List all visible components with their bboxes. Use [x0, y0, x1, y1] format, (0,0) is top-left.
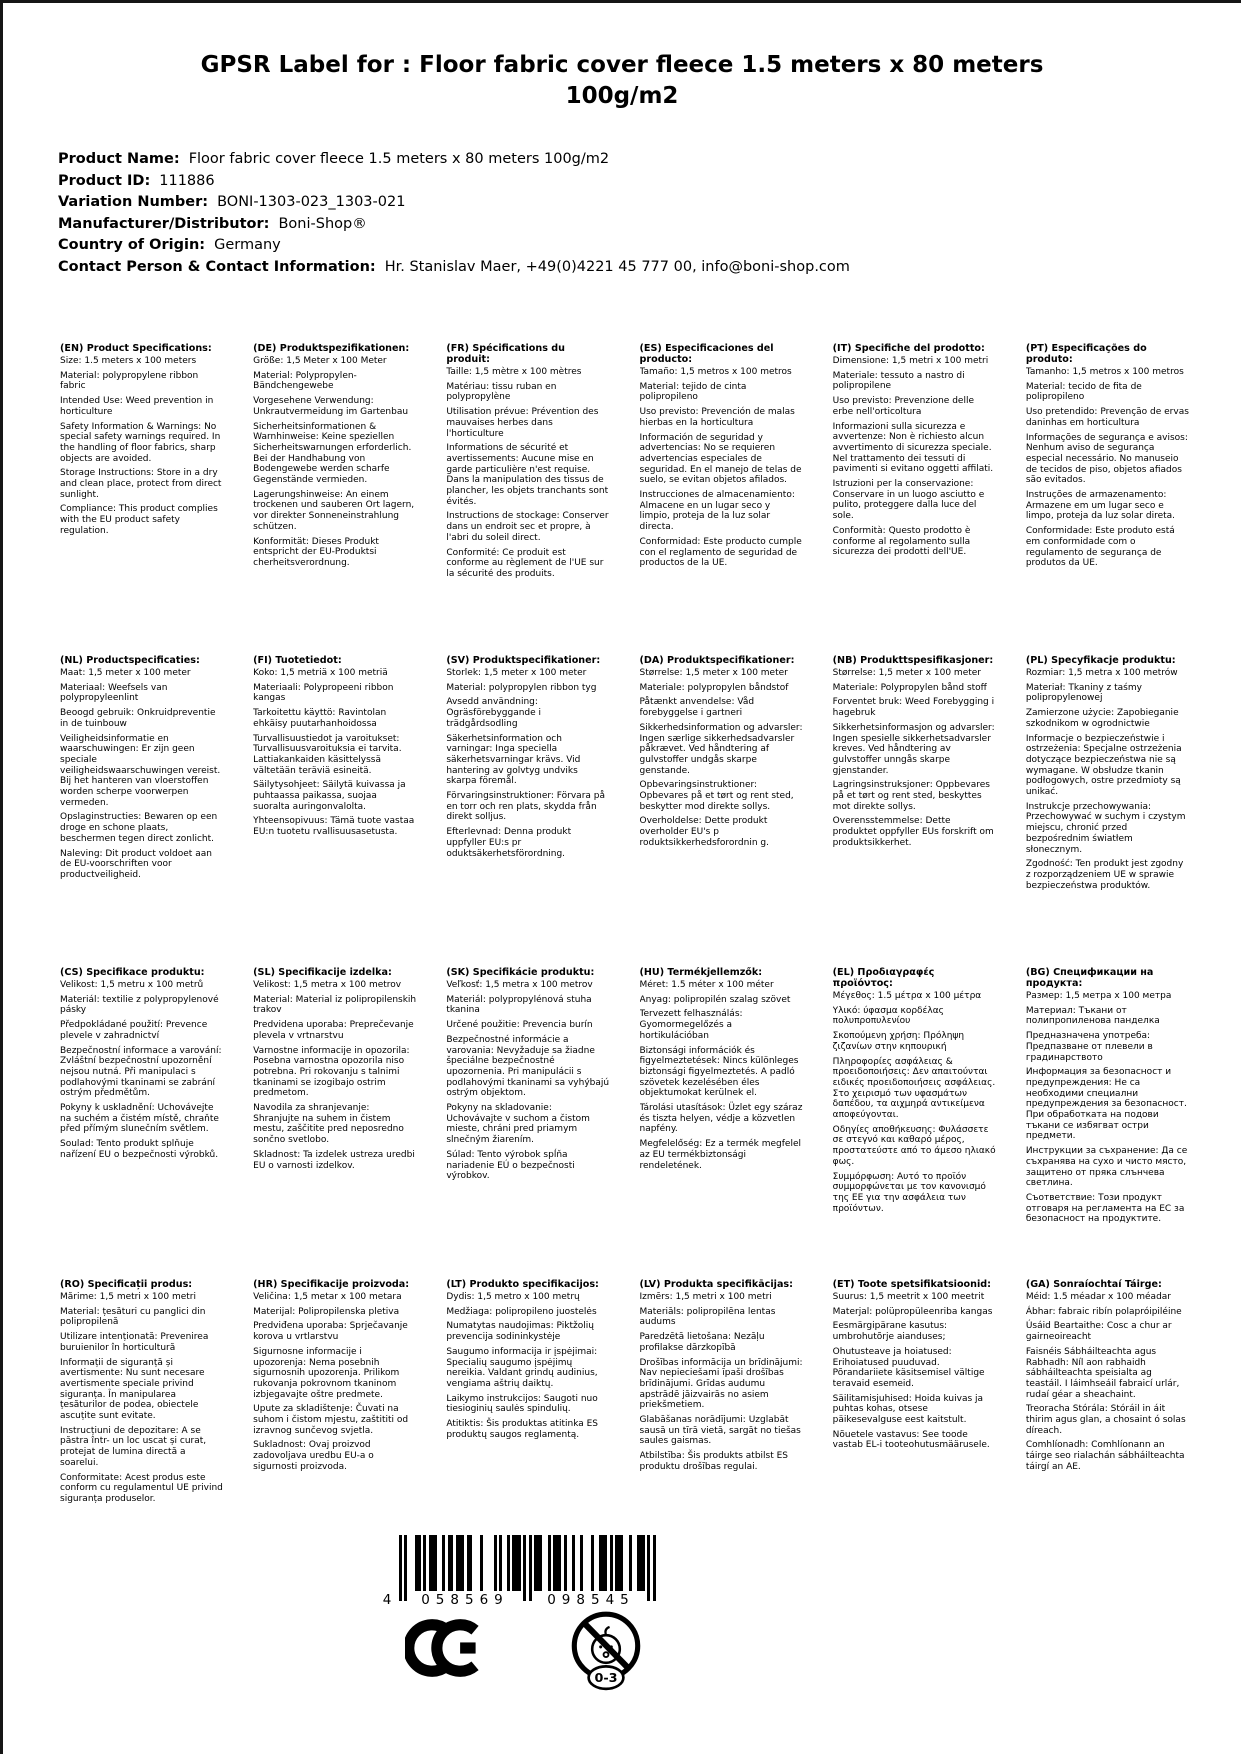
spec-paragraph: Istruzioni per la conservazione: Conservare in un luogo asciutto e pulito, proteggere dalla luce del sole.: [832, 479, 985, 522]
manufacturer-value: Boni-Shop®: [278, 215, 367, 232]
country-of-origin-value: Germany: [214, 237, 281, 253]
spec-paragraph: Størrelse: 1,5 meter x 100 meter: [832, 668, 982, 678]
spec-paragraph: Informazioni sulla sicurezza e avvertenze: Non è richiesto alcun avvertimento di sicurezza speciale. Nel trattamento dei tessuti di pavimenti si evitano oggetti affilati.: [832, 421, 994, 475]
spec-paragraph: Informacje o bezpieczeństwie i ostrzeżenia: Specjalne ostrzeżenia dotyczące bezpieczeństwa nie są wymagane. W obsłudze tkanin podłogowych, ostre przedmioty są unikać.: [1025, 733, 1182, 798]
spec-paragraph: Upute za skladištenje: Čuvati na suhom i čistom mjestu, zaštititi od izravnog sunčevog svjetla.: [253, 1404, 409, 1436]
spec-paragraph: Koko: 1,5 metriä x 100 metriä: [253, 668, 388, 678]
spec-paragraph: Veľkosť: 1,5 metra x 100 metrov: [446, 980, 593, 990]
spec-block-title: (NL) Productspecificaties:: [60, 655, 200, 666]
spec-block-it: [833, 343, 1009, 655]
spec-paragraph: Säilitamisjuhised: Hoida kuivas ja puhtas kohas, otsese päikesevalguse eest kaitstult.: [832, 1393, 984, 1426]
spec-paragraph: Comhlíonadh: Comhlíonann an táirge seo rialachán sábháilteachta táirgí an AE.: [1025, 1440, 1185, 1472]
spec-paragraph: Instructions de stockage: Conserver dans un endroit sec et propre, à l'abri du soleil direct.: [446, 511, 609, 543]
spec-paragraph: Uso previsto: Prevenzione delle erbe nell'orticoltura: [832, 396, 974, 417]
spec-block-sk: [446, 967, 622, 1279]
spec-block-title: (FI) Tuotetiedot:: [253, 655, 342, 666]
spec-block-title: (LV) Produkta specifikācijas:: [639, 1279, 793, 1290]
spec-block-title: (HU) Termékjellemzők:: [639, 967, 763, 978]
country-of-origin-row: [58, 235, 850, 257]
spec-block-pl: [1026, 655, 1202, 967]
spec-block-es: [640, 343, 816, 655]
spec-paragraph: Velikost: 1,5 metru x 100 metrů: [60, 980, 204, 990]
spec-paragraph: Informações de segurança e avisos: Nenhum aviso de segurança especial necessário. No manuseio de tecidos de piso, objetos afiados são evitados.: [1025, 432, 1188, 486]
spec-paragraph: Forventet bruk: Weed Forebygging i hagebruk: [832, 697, 995, 719]
spec-paragraph: Opbevaringsinstruktioner: Opbevares på et tørt og rent sted, beskytter mod direkte sollys.: [639, 780, 794, 812]
spec-paragraph: Πληροφορίες ασφάλειας & προειδοποιήσεις: Δεν απαιτούνται ειδικές προειδοποιήσεις ασφάλειας. Στο χειρισμό των υφασμάτων δαπέδου, τα αιχμηρά αντικείμενα αποφεύγονται.: [832, 1056, 996, 1121]
spec-paragraph: Materiale: tessuto a nastro di polipropilene: [832, 370, 965, 392]
spec-paragraph: Material: Material iz polipropilenskih trakov: [253, 994, 417, 1016]
spec-paragraph: Materijal: Polipropilenska pletiva: [253, 1306, 400, 1317]
spec-block-title: (NB) Produkttspesifikasjoner:: [832, 655, 994, 666]
spec-block-pt: [1026, 343, 1202, 655]
product-id-label: Product ID:: [58, 172, 151, 189]
spec-paragraph: Vorgesehene Verwendung: Unkrautvermeidung im Gartenbau: [253, 396, 409, 417]
spec-paragraph: Conformidad: Este producto cumple con el reglamento de seguridad de productos de la UE.: [639, 536, 802, 569]
spec-paragraph: Conformitate: Acest produs este conform cu regulamentul UE privind siguranța produselor.: [60, 1472, 223, 1504]
spec-block-title: (BG) Спецификации на продукта:: [1025, 967, 1154, 989]
spec-block-en: [60, 343, 236, 655]
spec-paragraph: Informații de siguranță și avertismente: Nu sunt necesare avertismente speciale privind siguranța. În manipularea țesăturilor de podea, obiectele ascuțite sunt evitate.: [60, 1357, 205, 1422]
spec-block-title: (ES) Especificaciones del producto:: [639, 343, 774, 365]
spec-paragraph: Instrucciones de almacenamiento: Almacene en un lugar seco y limpio, proteja de la luz solar directa.: [639, 490, 795, 533]
spec-paragraph: Förvaringsinstruktioner: Förvara på en torr och ren plats, skydda från direkt solljus.: [446, 791, 605, 823]
spec-paragraph: Anyag: polipropilén szalag szövet: [639, 994, 791, 1005]
variation-number-value: BONI-1303-023_1303-021: [217, 194, 406, 210]
spec-block-title: (PT) Especificações do produto:: [1025, 343, 1147, 365]
spec-paragraph: Drošības informācija un brīdinājumi: Nav nepieciešami īpaši drošības brīdinājumi. Grīdas audumu apstrādē jāizvairās no asiem priekšmetiem.: [639, 1357, 803, 1411]
spec-paragraph: Určené použitie: Prevencia burín: [446, 1020, 593, 1031]
spec-paragraph: Zamierzone użycie: Zapobieganie szkodnikom w ogrodnictwie: [1025, 708, 1179, 729]
spec-paragraph: Tarkoitettu käyttö: Ravintolan ehkäisy puutarhanhoidossa: [253, 708, 387, 729]
spec-paragraph: Υλικό: ύφασμα κορδέλας πολυπροπυλενίου: [832, 1005, 944, 1027]
spec-paragraph: Material: polypropylene ribbon fabric: [60, 370, 199, 392]
page-title: GPSR Label for : Floor fabric cover fleece 1.5 meters x 80 meters 100g/m2: [200, 52, 1044, 109]
spec-paragraph: Materiale: Polypropylen bånd stoff: [832, 682, 987, 693]
spec-paragraph: Материал: Тъкани от полипропиленова панделка: [1025, 1005, 1160, 1027]
barcode: [382, 1535, 657, 1611]
spec-paragraph: Ábhar: fabraic ribín polapróipiléine: [1025, 1306, 1182, 1317]
spec-paragraph: Material: polypropylen ribbon tyg: [446, 682, 597, 693]
spec-paragraph: Glabāšanas norādījumi: Uzglabāt sausā un tīrā vietā, sargāt no tiešas saules gaismas.: [639, 1415, 801, 1447]
spec-block-fr: [446, 343, 622, 655]
spec-paragraph: Úsáid Beartaithe: Cosc a chur ar gairneoireacht: [1025, 1321, 1172, 1343]
spec-paragraph: Storlek: 1,5 meter x 100 meter: [446, 668, 587, 678]
contact-row: [58, 257, 850, 279]
spec-paragraph: Veličina: 1,5 metar x 100 metara: [253, 1292, 402, 1302]
spec-block-title: (LT) Produkto specifikacijos:: [446, 1279, 599, 1290]
spec-paragraph: Beoogd gebruik: Onkruidpreventie in de tuinbouw: [60, 708, 216, 729]
spec-paragraph: Информация за безопасност и предупреждения: Не са необходими специални предупреждения за безопасност. При обработката на подови тъкани се избягват остри предмети.: [1025, 1067, 1187, 1142]
spec-paragraph: Mărime: 1,5 metri x 100 metri: [60, 1292, 197, 1302]
spec-paragraph: Compliance: This product complies with the EU product safety regulation.: [60, 504, 218, 536]
spec-paragraph: Инструкции за съхранение: Да се съхранява на сухо и чисто място, защитено от пряка слънчева светлина.: [1025, 1146, 1188, 1189]
spec-paragraph: Varnostne informacije in opozorila: Posebna varnostna opozorila niso potrebna. Pri rokovanju s talnimi tkaninami se izogibajo ostrim predmetom.: [253, 1045, 410, 1099]
spec-block-bg: [1026, 967, 1202, 1279]
spec-paragraph: Material: țesături cu panglici din polipropilenă: [60, 1306, 206, 1328]
spec-block-title: (IT) Specifiche del prodotto:: [832, 343, 985, 354]
spec-block-fi: [253, 655, 429, 967]
spec-paragraph: Maat: 1,5 meter x 100 meter: [60, 668, 191, 678]
spec-block-cs: [60, 967, 236, 1279]
spec-paragraph: Taille: 1,5 mètre x 100 mètres: [446, 367, 582, 377]
spec-block-nl: [60, 655, 236, 967]
spec-paragraph: Materiál: textilie z polypropylenové pásky: [60, 994, 219, 1016]
spec-paragraph: Bezpečnostní informace a varování: Zvláštní bezpečnostní upozornění nejsou nutná. Při manipulaci s podlahovými tkaninami se zabrání ostrým předmětům.: [60, 1045, 222, 1099]
spec-paragraph: Uso previsto: Prevención de malas hierbas en la horticultura: [639, 407, 795, 428]
spec-paragraph: Treoracha Stórála: Stóráil in áit thirim agus glan, a chosaint ó solas díreach.: [1025, 1404, 1186, 1436]
spec-paragraph: Σκοπούμενη χρήση: Πρόληψη ζιζανίων στην κηπουρική: [832, 1031, 965, 1052]
spec-paragraph: Uso pretendido: Prevenção de ervas daninhas em horticultura: [1025, 407, 1189, 428]
spec-paragraph: Ohutusteave ja hoiatused: Erihoiatused puuduvad. Põrandariiete käsitsemisel vältige teravaid esemeid.: [832, 1346, 985, 1389]
spec-block-title: (EL) Προδιαγραφές προϊόντος:: [832, 967, 935, 989]
spec-paragraph: Bezpečnostné informácie a varovania: Nevyžaduje sa žiadne špeciálne bezpečnostné upozornenia. Pri manipulácii s podlahovými tkaninami sa vyhýbajú ostrým objektom.: [446, 1034, 610, 1099]
barcode-digits-left: 058569: [409, 1591, 521, 1609]
ce-mark-icon: [405, 1617, 491, 1679]
spec-paragraph: Predvidena uporaba: Preprečevanje plevela v vrtnarstvu: [253, 1020, 414, 1041]
spec-block-title: (DA) Produktspecifikationer:: [639, 655, 795, 666]
spec-block-title: (HR) Specifikacije proizvoda:: [253, 1279, 410, 1290]
spec-paragraph: Informations de sécurité et avertissements: Aucune mise en garde particulière n'est requise. Dans la manipulation des tissus de plancher, les objets tranchants sont évités.: [446, 443, 609, 507]
barcode-digit-first: 4: [382, 1592, 392, 1608]
spec-paragraph: Zgodność: Ten produkt jest zgodny z rozporządzeniem UE w sprawie bezpieczeństwa produktów.: [1025, 859, 1184, 891]
spec-paragraph: Dydis: 1,5 metro x 100 metrų: [446, 1292, 580, 1302]
spec-paragraph: Medžiaga: polipropileno juostelės: [446, 1306, 597, 1317]
spec-paragraph: Información de seguridad y advertencias: No se requieren advertencias especiales de seguridad. En el manejo de telas de suelo, se evitan objetos afilados.: [639, 432, 802, 486]
age-range-label: 0-3: [594, 1671, 618, 1687]
spec-paragraph: Tamanho: 1,5 metros x 100 metros: [1025, 367, 1184, 377]
spec-paragraph: Yhteensopivuus: Tämä tuote vastaa EU:n tuotetu rvallisuusasetusta.: [253, 816, 415, 838]
spec-paragraph: Размер: 1,5 метра x 100 метра: [1025, 991, 1172, 1001]
spec-block-ro: [60, 1279, 236, 1591]
spec-paragraph: Safety Information & Warnings: No special safety warnings required. In the handling of floor fabrics, sharp objects are avoided.: [60, 421, 221, 464]
spec-paragraph: Lagerungshinweise: An einem trockenen und sauberen Ort lagern, vor direkter Sonneneinstrahlung schützen.: [253, 489, 415, 532]
contact-label: Contact Person & Contact Information:: [58, 258, 376, 275]
spec-paragraph: Material: Polypropylen-Bändchengewebe: [253, 370, 357, 392]
spec-block-lv: [640, 1279, 816, 1591]
spec-paragraph: Instrucțiuni de depozitare: A se păstra într- un loc uscat și curat, protejat de lumina directă a soarelui.: [60, 1425, 207, 1468]
spec-paragraph: Συμμόρφωση: Αυτό το προϊόν συμμορφώνεται με τον κανονισμό της ΕΕ για την ασφάλεια των προϊόντων.: [832, 1171, 986, 1214]
spec-block-title: (RO) Specificații produs:: [60, 1279, 193, 1290]
spec-paragraph: Overensstemmelse: Dette produktet oppfyller EUs forskrift om produktsikkerhet.: [832, 816, 994, 848]
spec-paragraph: Megfelelőség: Ez a termék megfelel az EU termékbiztonsági rendeletének.: [639, 1139, 801, 1171]
spec-paragraph: Atbilstība: Šis produkts atbilst ES produktu drošības regulai.: [639, 1451, 789, 1472]
spec-paragraph: Utilizare intenționată: Prevenirea buruienilor în horticultură: [60, 1332, 209, 1353]
spec-paragraph: Eesmärgipärane kasutus: umbrohutõrje aianduses;: [832, 1321, 948, 1343]
spec-paragraph: Soulad: Tento produkt splňuje nařízení EU o bezpečnosti výrobků.: [60, 1139, 219, 1160]
spec-paragraph: Pokyny na skladovanie: Uchovávajte v suchom a čistom mieste, chráni pred priamym slnečným žiarením.: [446, 1103, 590, 1146]
spec-block-ga: [1026, 1279, 1202, 1591]
spec-paragraph: Materjal: polüpropüleenriba kangas: [832, 1306, 993, 1317]
spec-paragraph: Conformità: Questo prodotto è conforme al regolamento sulla sicurezza dei prodotti dell'UE.: [832, 525, 971, 558]
spec-block-da: [640, 655, 816, 967]
variation-number-row: [58, 192, 850, 214]
product-id-value: 111886: [159, 172, 215, 189]
spec-paragraph: Съответствие: Този продукт отговаря на регламента на ЕС за безопасност на продуктите.: [1025, 1192, 1185, 1225]
contact-value: Hr. Stanislav Maer, +49(0)4221 45 777 00, info@boni-shop.com: [384, 258, 850, 275]
spec-block-el: [833, 967, 1009, 1279]
spec-paragraph: Opslaginstructies: Bewaren op een droge en schone plaats, beschermen tegen direct zonlicht.: [60, 812, 218, 844]
spec-paragraph: Påtænkt anvendelse: Våd forebyggelse i gartneri: [639, 697, 755, 719]
spec-paragraph: Säkerhetsinformation och varningar: Inga speciella säkerhetsvarningar krävs. Vid hantering av golvtyg undviks skarpa föremål.: [446, 733, 581, 787]
spec-block-nb: [833, 655, 1009, 967]
spec-paragraph: Storage Instructions: Store in a dry and clean place, protect from direct sunlight.: [60, 468, 222, 500]
spec-block-et: [833, 1279, 1009, 1591]
spec-block-title: (SL) Specifikacije izdelka:: [253, 967, 392, 978]
spec-paragraph: Tamaño: 1,5 metros x 100 metros: [639, 367, 792, 377]
spec-paragraph: Sicherheitsinformationen & Warnhinweise: Keine speziellen Sicherheitswarnungen erforderlich. Bei der Handhabung von Bodengewebe werden scharfe Gegenstände vermieden.: [253, 421, 412, 486]
spec-paragraph: Konformität: Dieses Produkt entspricht der EU-Produktsi cherheitsverordnung.: [253, 536, 379, 568]
spec-block-title: (SV) Produktspecifikationer:: [446, 655, 601, 666]
spec-paragraph: Nõuetele vastavus: See toode vastab EL-i tooteohutusmäärusele.: [832, 1429, 990, 1451]
spec-paragraph: Biztonsági információk és figyelmeztetések: Nincs különleges biztonsági figyelmeztetés. A padló szövetek kezelésében éles objektumokat kerülnek el.: [639, 1045, 799, 1099]
spec-block-title: (CS) Specifikace produktu:: [60, 967, 205, 978]
product-info: [58, 149, 850, 278]
spec-paragraph: Sikkerhetsinformasjon og advarsler: Ingen spesielle sikkerhetsadvarsler kreves. Ved håndtering av gulvstoffer unngås skarpe gjenstander.: [832, 722, 995, 776]
spec-block-title: (DE) Produktspezifikationen:: [253, 343, 410, 354]
spec-block-title: (EN) Product Specifications:: [60, 343, 212, 354]
spec-paragraph: Izmērs: 1,5 metri x 100 metri: [639, 1292, 772, 1302]
spec-paragraph: Instrukcje przechowywania: Przechowywać w suchym i czystym miejscu, chronić przed bezpośrednim światłem słonecznym.: [1025, 801, 1186, 855]
product-name-row: [58, 149, 850, 171]
spec-paragraph: Intended Use: Weed prevention in horticulture: [60, 396, 214, 417]
spec-paragraph: Μέγεθος: 1.5 μέτρα x 100 μέτρα: [832, 991, 982, 1001]
spec-paragraph: Size: 1.5 meters x 100 meters: [60, 356, 197, 366]
spec-paragraph: Méid: 1.5 méadar x 100 méadar: [1025, 1292, 1171, 1302]
spec-paragraph: Säilytysohjeet: Säilytä kuivassa ja puhtaassa paikassa, suojaa suoralta auringonvalolta.: [253, 780, 406, 812]
spec-paragraph: Größe: 1,5 Meter x 100 Meter: [253, 356, 387, 366]
spec-paragraph: Utilisation prévue: Prévention des mauvaises herbes dans l'horticulture: [446, 407, 599, 439]
spec-paragraph: Størrelse: 1,5 meter x 100 meter: [639, 668, 788, 678]
spec-paragraph: Naleving: Dit product voldoet aan de EU-voorschriften voor productveiligheid.: [60, 848, 212, 880]
spec-paragraph: Suurus: 1,5 meetrit x 100 meetrit: [832, 1292, 985, 1302]
spec-paragraph: Dimensione: 1,5 metri x 100 metri: [832, 356, 989, 366]
spec-block-title: (SK) Špecifikácie produktu:: [446, 967, 595, 978]
spec-paragraph: Οδηγίες αποθήκευσης: Φυλάσσετε σε στεγνό και καθαρό μέρος, προστατεύστε από το άμεσο ηλιακό φως.: [832, 1124, 996, 1167]
spec-paragraph: Paredzētā lietošana: Nezāļu profilakse dārzkopībā: [639, 1332, 765, 1353]
spec-paragraph: Sukladnost: Ovaj proizvod zadovoljava uredbu EU-a o sigurnosti proizvoda.: [253, 1440, 374, 1472]
spec-paragraph: Materiāls: polipropilēna lentas audums: [639, 1306, 776, 1328]
spec-paragraph: Overholdelse: Dette produkt overholder EU's p roduktsikkerhedsforordnin g.: [639, 816, 769, 848]
spec-paragraph: Conformité: Ce produit est conforme au règlement de l'UE sur la sécurité des produits.: [446, 547, 604, 579]
spec-paragraph: Materiaali: Polypropeeni ribbon kangas: [253, 682, 394, 704]
spec-paragraph: Tervezett felhasználás: Gyomormegelőzés a hortikulációban: [639, 1009, 743, 1041]
spec-paragraph: Veiligheidsinformatie en waarschuwingen: Er zijn geen speciale veiligheidswaarschuwingen vereist. Bij het hanteren van vloerstoffen worden scherpe voorwerpen vermeden.: [60, 733, 221, 808]
product-name-label: Product Name:: [58, 151, 180, 167]
country-of-origin-label: Country of Origin:: [58, 237, 206, 253]
spec-paragraph: Méret: 1.5 méter x 100 méter: [639, 980, 774, 990]
spec-paragraph: Предназначена употреба: Предпазване от плевели в градинарството: [1025, 1031, 1153, 1063]
spec-paragraph: Predviđena uporaba: Sprječavanje korova u vrtlarstvu: [253, 1321, 408, 1343]
manufacturer-row: [58, 214, 850, 236]
spec-paragraph: Instruções de armazenamento: Armazene em um lugar seco e limpo, proteja da luz solar direta.: [1025, 490, 1176, 522]
spec-paragraph: Avsedd användning: Ogräsförebyggande i trädgårdsodling: [446, 697, 542, 729]
manufacturer-label: Manufacturer/Distributor:: [58, 215, 270, 232]
spec-paragraph: Material: tejido de cinta polipropileno: [639, 381, 747, 403]
spec-paragraph: Materiál: polypropylénová stuha tkanina: [446, 994, 592, 1016]
spec-paragraph: Tárolási utasítások: Üzlet egy száraz és tiszta helyen, védje a közvetlen napfény.: [639, 1103, 803, 1135]
spec-paragraph: Atitiktis: Šis produktas atitinka ES produktų saugos reglamentą.: [446, 1419, 599, 1440]
spec-block-sv: [446, 655, 622, 967]
spec-paragraph: Numatytas naudojimas: Piktžolių prevencija sodininkystėje: [446, 1321, 594, 1343]
spec-block-title: (GA) Sonraíochtaí Táirge:: [1025, 1279, 1162, 1290]
product-id-row: [58, 171, 850, 193]
spec-block-hu: [640, 967, 816, 1279]
spec-paragraph: Faisnéis Sábháilteachta agus Rabhadh: Níl aon rabhaidh sábháilteachta speisialta ag teastáil. I láimhseáil fabraicí urlár, rudaí géar a sheachaint.: [1025, 1346, 1180, 1400]
spec-paragraph: Saugumo informacija ir įspėjimai: Specialių saugumo įspėjimų nereikia. Valdant grindų audinius, vengiama aštrių daiktų.: [446, 1346, 598, 1389]
barcode-digits-right: 098545: [535, 1591, 647, 1609]
spec-paragraph: Sikkerhedsinformation og advarsler: Ingen særlige sikkerhedsadvarsler påkrævet. Ved håndtering af gulvstoffer undgås skarpe genstande.: [639, 722, 803, 776]
spec-block-sl: [253, 967, 429, 1279]
spec-paragraph: Laikymo instrukcijos: Saugoti nuo tiesioginių saulės spindulių.: [446, 1393, 598, 1415]
spec-paragraph: Velikost: 1,5 metra x 100 metrov: [253, 980, 402, 990]
spec-paragraph: Efterlevnad: Denna produkt uppfyller EU:s pr oduktsäkerhetsförordning.: [446, 827, 572, 859]
spec-block-title: (ET) Toote spetsifikatsioonid:: [832, 1279, 991, 1290]
spec-paragraph: Materiaal: Weefsels van polypropyleenlint: [60, 682, 168, 704]
spec-paragraph: Turvallisuustiedot ja varoitukset: Turvallisuusvaroituksia ei tarvita. Lattiakankaiden käsittelyssä vältetään teräviä esineitä.: [253, 733, 402, 776]
spec-block-title: (FR) Spécifications du produit:: [446, 343, 565, 365]
spec-paragraph: Súlad: Tento výrobok spĺňa nariadenie EÚ o bezpečnosti výrobkov.: [446, 1149, 575, 1182]
spec-paragraph: Rozmiar: 1,5 metra x 100 metrów: [1025, 668, 1178, 678]
spec-paragraph: Materiał: Tkaniny z taśmy polipropylenowej: [1025, 682, 1142, 704]
spec-paragraph: Skladnost: Ta izdelek ustreza uredbi EU o varnosti izdelkov.: [253, 1149, 415, 1171]
spec-paragraph: Conformidade: Este produto está em conformidade com o regulamento de segurança de produtos da UE.: [1025, 526, 1175, 569]
spec-paragraph: Matériau: tissu ruban en polypropylène: [446, 381, 557, 403]
spec-paragraph: Lagringsinstruksjoner: Oppbevares på et tørt og rent sted, beskyttes mot direkte sollys.: [832, 780, 990, 812]
spec-paragraph: Material: tecido de fita de polipropileno: [1025, 381, 1142, 403]
spec-paragraph: Pokyny k uskladnění: Uchovávejte na suchém a čistém místě, chraňte před přímým slunečním světlem.: [60, 1103, 219, 1135]
product-name-value: Floor fabric cover fleece 1.5 meters x 80 meters 100g/m2: [188, 151, 610, 167]
spec-paragraph: Navodila za shranjevanje: Shranjujte na suhem in čistem mestu, zaščitite pred neposredno sončno svetlobo.: [253, 1103, 404, 1146]
spec-block-de: [253, 343, 429, 655]
age-warning-0-3-icon: [563, 1605, 649, 1695]
spec-block-title: (PL) Specyfikacje produktu:: [1025, 655, 1176, 666]
variation-number-label: Variation Number:: [58, 194, 209, 210]
spec-paragraph: Předpokládané použití: Prevence plevele v zahradnictví: [60, 1020, 208, 1041]
spec-paragraph: Sigurnosne informacije i upozorenja: Nema posebnih sigurnosnih upozorenja. Prilikom rukovanja pokrovnom tkaninom izbjegavajte oštre predmete.: [253, 1346, 400, 1400]
spec-paragraph: Materiale: polypropylen båndstof: [639, 682, 789, 693]
spec-grid: [60, 343, 1202, 1591]
